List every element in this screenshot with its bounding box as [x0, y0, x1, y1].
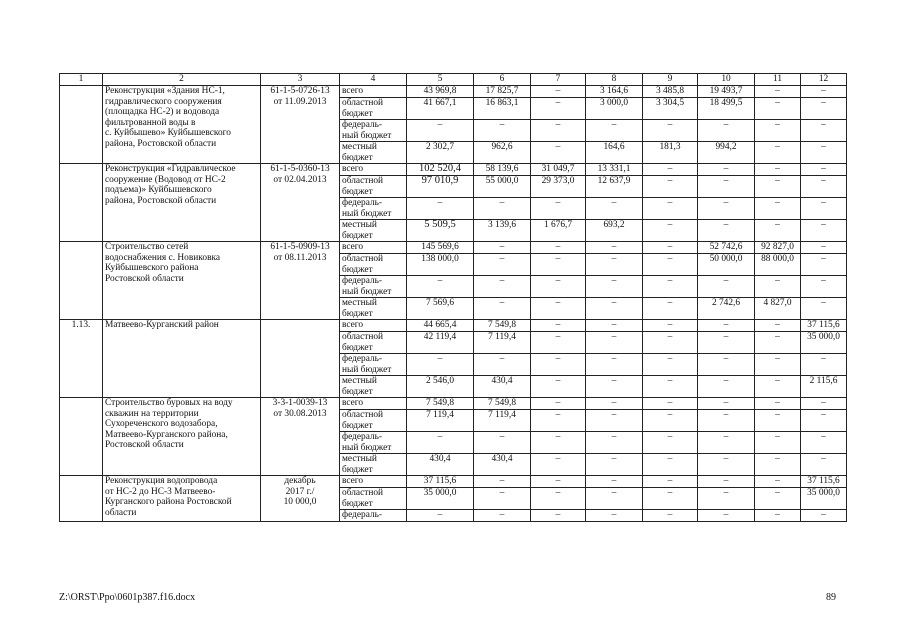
- amount-cell: –: [407, 354, 474, 376]
- amount-cell: –: [755, 476, 801, 488]
- amount-cell: –: [698, 510, 755, 522]
- amount-cell: –: [586, 198, 643, 220]
- amount-cell: –: [801, 254, 847, 276]
- amount-cell: –: [643, 432, 698, 454]
- amount-cell: –: [531, 298, 586, 320]
- column-header: 10: [698, 74, 755, 86]
- column-header: 1: [60, 74, 103, 86]
- document-ref: [261, 320, 340, 398]
- amount-cell: 4 827,0: [755, 298, 801, 320]
- amount-cell: –: [643, 376, 698, 398]
- amount-cell: –: [801, 454, 847, 476]
- amount-cell: –: [801, 354, 847, 376]
- amount-cell: –: [801, 198, 847, 220]
- amount-cell: –: [801, 276, 847, 298]
- amount-cell: –: [801, 398, 847, 410]
- amount-cell: 181,3: [643, 142, 698, 164]
- amount-cell: –: [801, 432, 847, 454]
- amount-cell: –: [755, 410, 801, 432]
- amount-cell: –: [586, 276, 643, 298]
- amount-cell: –: [531, 276, 586, 298]
- funding-source: областной бюджет: [340, 98, 407, 120]
- amount-cell: –: [586, 320, 643, 332]
- funding-source: областной бюджет: [340, 332, 407, 354]
- column-header: 7: [531, 74, 586, 86]
- amount-cell: –: [531, 398, 586, 410]
- amount-cell: –: [531, 476, 586, 488]
- amount-cell: –: [643, 454, 698, 476]
- funding-source: всего: [340, 320, 407, 332]
- funding-source: федераль- ный бюджет: [340, 432, 407, 454]
- amount-cell: 50 000,0: [698, 254, 755, 276]
- document-ref: декабрь 2017 г./ 10 000,0: [261, 476, 340, 522]
- amount-cell: –: [474, 298, 531, 320]
- funding-source: местный бюджет: [340, 298, 407, 320]
- amount-cell: 41 667,1: [407, 98, 474, 120]
- amount-cell: –: [698, 488, 755, 510]
- amount-cell: –: [586, 454, 643, 476]
- column-header: 8: [586, 74, 643, 86]
- amount-cell: 2 546,0: [407, 376, 474, 398]
- amount-cell: 164,6: [586, 142, 643, 164]
- amount-cell: –: [531, 120, 586, 142]
- amount-cell: –: [474, 120, 531, 142]
- amount-cell: 37 115,6: [801, 476, 847, 488]
- amount-cell: –: [755, 376, 801, 398]
- amount-cell: –: [755, 220, 801, 242]
- amount-cell: –: [698, 120, 755, 142]
- object-name: Строительство буровых на воду скважин на территории Сухореченского водозабора, Матвеево-Курганского района, Ростовской области: [103, 398, 261, 476]
- item-number: [60, 164, 103, 242]
- amount-cell: –: [801, 510, 847, 522]
- item-number: [60, 86, 103, 164]
- amount-cell: –: [407, 510, 474, 522]
- amount-cell: 7 549,8: [474, 320, 531, 332]
- amount-cell: –: [474, 510, 531, 522]
- amount-cell: –: [643, 276, 698, 298]
- amount-cell: –: [531, 454, 586, 476]
- amount-cell: –: [643, 176, 698, 198]
- amount-cell: 7 549,8: [474, 398, 531, 410]
- amount-cell: 37 115,6: [801, 320, 847, 332]
- funding-source: областной бюджет: [340, 488, 407, 510]
- amount-cell: –: [407, 198, 474, 220]
- amount-cell: –: [474, 242, 531, 254]
- amount-cell: 55 000,0: [474, 176, 531, 198]
- amount-cell: 29 373,0: [531, 176, 586, 198]
- amount-cell: –: [755, 432, 801, 454]
- document-ref: 3-3-1-0039-13 от 30.08.2013: [261, 398, 340, 476]
- amount-cell: –: [531, 254, 586, 276]
- object-name: Реконструкция водопровода от НС-2 до НС-3 Матвеево- Курганского района Ростовской области: [103, 476, 261, 522]
- amount-cell: –: [586, 332, 643, 354]
- amount-cell: –: [474, 254, 531, 276]
- document-ref: 61-1-5-0909-13 от 08.11.2013: [261, 242, 340, 320]
- amount-cell: –: [643, 198, 698, 220]
- amount-cell: –: [474, 476, 531, 488]
- column-header: 11: [755, 74, 801, 86]
- amount-cell: 2 115,6: [801, 376, 847, 398]
- table-row: [60, 320, 847, 332]
- amount-cell: –: [698, 410, 755, 432]
- amount-cell: –: [531, 432, 586, 454]
- amount-cell: –: [474, 354, 531, 376]
- amount-cell: –: [698, 276, 755, 298]
- object-name: Реконструкция «Здания НС-1, гидравлического сооружения (площадка НС-2) и водовода фильтрованной воды в с. Куйбышево» Куйбышевского района, Ростовской области: [103, 86, 261, 164]
- amount-cell: –: [698, 320, 755, 332]
- amount-cell: 44 665,4: [407, 320, 474, 332]
- amount-cell: –: [586, 354, 643, 376]
- amount-cell: –: [407, 276, 474, 298]
- funding-source: федераль- ный бюджет: [340, 120, 407, 142]
- amount-cell: –: [801, 220, 847, 242]
- budget-table: [59, 73, 847, 522]
- amount-cell: 88 000,0: [755, 254, 801, 276]
- table-row: [60, 476, 847, 488]
- amount-cell: –: [643, 254, 698, 276]
- amount-cell: –: [801, 142, 847, 164]
- amount-cell: –: [643, 220, 698, 242]
- amount-cell: –: [531, 488, 586, 510]
- amount-cell: 17 825,7: [474, 86, 531, 98]
- amount-cell: –: [801, 98, 847, 120]
- amount-cell: –: [643, 120, 698, 142]
- amount-cell: 97 010,9: [407, 176, 474, 198]
- amount-cell: –: [531, 142, 586, 164]
- amount-cell: 52 742,6: [698, 242, 755, 254]
- funding-source: всего: [340, 398, 407, 410]
- amount-cell: 43 969,8: [407, 86, 474, 98]
- amount-cell: –: [698, 198, 755, 220]
- amount-cell: –: [755, 510, 801, 522]
- table-row: [60, 242, 847, 254]
- amount-cell: –: [801, 120, 847, 142]
- amount-cell: –: [643, 476, 698, 488]
- funding-source: всего: [340, 242, 407, 254]
- amount-cell: –: [586, 476, 643, 488]
- footer-file-path: Z:\ORST\Ppo\0601p387.f16.docx: [59, 592, 196, 603]
- amount-cell: –: [755, 398, 801, 410]
- amount-cell: –: [755, 488, 801, 510]
- amount-cell: –: [643, 164, 698, 176]
- amount-cell: –: [801, 298, 847, 320]
- document-ref: 61-1-5-0360-13 от 02.04.2013: [261, 164, 340, 242]
- amount-cell: 16 863,1: [474, 98, 531, 120]
- amount-cell: –: [698, 220, 755, 242]
- table-row: [60, 86, 847, 98]
- amount-cell: 430,4: [474, 376, 531, 398]
- amount-cell: –: [586, 120, 643, 142]
- amount-cell: –: [586, 510, 643, 522]
- funding-source: областной бюджет: [340, 176, 407, 198]
- amount-cell: –: [643, 410, 698, 432]
- amount-cell: –: [755, 142, 801, 164]
- amount-cell: 962,6: [474, 142, 531, 164]
- funding-source: местный бюджет: [340, 142, 407, 164]
- amount-cell: 7 119,4: [407, 410, 474, 432]
- document-ref: 61-1-5-0726-13 от 11.09.2013: [261, 86, 340, 164]
- amount-cell: 3 485,8: [643, 86, 698, 98]
- amount-cell: –: [531, 320, 586, 332]
- column-header: 12: [801, 74, 847, 86]
- amount-cell: –: [643, 488, 698, 510]
- amount-cell: 13 331,1: [586, 164, 643, 176]
- amount-cell: –: [755, 120, 801, 142]
- amount-cell: –: [643, 510, 698, 522]
- amount-cell: –: [474, 488, 531, 510]
- amount-cell: –: [407, 432, 474, 454]
- amount-cell: –: [755, 86, 801, 98]
- amount-cell: –: [698, 398, 755, 410]
- column-header: 2: [103, 74, 261, 86]
- amount-cell: 35 000,0: [407, 488, 474, 510]
- amount-cell: 19 493,7: [698, 86, 755, 98]
- amount-cell: –: [643, 354, 698, 376]
- amount-cell: 7 569,6: [407, 298, 474, 320]
- amount-cell: 31 049,7: [531, 164, 586, 176]
- amount-cell: 3 139,6: [474, 220, 531, 242]
- funding-source: областной бюджет: [340, 254, 407, 276]
- amount-cell: 42 119,4: [407, 332, 474, 354]
- amount-cell: –: [698, 476, 755, 488]
- amount-cell: –: [643, 298, 698, 320]
- amount-cell: 37 115,6: [407, 476, 474, 488]
- amount-cell: –: [586, 242, 643, 254]
- amount-cell: 7 549,8: [407, 398, 474, 410]
- funding-source: всего: [340, 476, 407, 488]
- amount-cell: –: [474, 198, 531, 220]
- amount-cell: –: [801, 242, 847, 254]
- amount-cell: –: [698, 376, 755, 398]
- column-header: 6: [474, 74, 531, 86]
- amount-cell: –: [643, 320, 698, 332]
- amount-cell: –: [755, 276, 801, 298]
- amount-cell: –: [531, 354, 586, 376]
- amount-cell: –: [586, 376, 643, 398]
- amount-cell: 3 000,0: [586, 98, 643, 120]
- amount-cell: 994,2: [698, 142, 755, 164]
- amount-cell: 7 119,4: [474, 332, 531, 354]
- item-number: [60, 476, 103, 522]
- amount-cell: –: [586, 410, 643, 432]
- header-row: [60, 74, 847, 86]
- funding-source: всего: [340, 86, 407, 98]
- column-header: 5: [407, 74, 474, 86]
- amount-cell: –: [801, 176, 847, 198]
- funding-source: федераль-: [340, 510, 407, 522]
- object-name: Матвеево-Курганский район: [103, 320, 261, 398]
- column-header: 4: [340, 74, 407, 86]
- amount-cell: –: [643, 398, 698, 410]
- item-number: 1.13.: [60, 320, 103, 398]
- amount-cell: –: [531, 410, 586, 432]
- amount-cell: 3 164,6: [586, 86, 643, 98]
- funding-source: областной бюджет: [340, 410, 407, 432]
- amount-cell: –: [531, 332, 586, 354]
- amount-cell: –: [755, 198, 801, 220]
- amount-cell: 18 499,5: [698, 98, 755, 120]
- amount-cell: –: [531, 86, 586, 98]
- object-name: Строительство сетей водоснабжения с. Новиковка Куйбышевского района Ростовской области: [103, 242, 261, 320]
- item-number: [60, 242, 103, 320]
- funding-source: всего: [340, 164, 407, 176]
- amount-cell: –: [698, 164, 755, 176]
- funding-source: федераль- ный бюджет: [340, 198, 407, 220]
- amount-cell: 430,4: [407, 454, 474, 476]
- column-header: 9: [643, 74, 698, 86]
- amount-cell: –: [755, 354, 801, 376]
- amount-cell: –: [474, 432, 531, 454]
- amount-cell: 145 569,6: [407, 242, 474, 254]
- amount-cell: –: [531, 198, 586, 220]
- amount-cell: 12 637,9: [586, 176, 643, 198]
- amount-cell: 58 139,6: [474, 164, 531, 176]
- amount-cell: 3 304,5: [643, 98, 698, 120]
- funding-source: федераль- ный бюджет: [340, 354, 407, 376]
- amount-cell: –: [698, 454, 755, 476]
- amount-cell: 1 676,7: [531, 220, 586, 242]
- amount-cell: 430,4: [474, 454, 531, 476]
- table-row: [60, 164, 847, 176]
- amount-cell: –: [586, 298, 643, 320]
- amount-cell: –: [407, 120, 474, 142]
- amount-cell: 102 520,4: [407, 164, 474, 176]
- amount-cell: 2 302,7: [407, 142, 474, 164]
- amount-cell: –: [698, 432, 755, 454]
- amount-cell: 138 000,0: [407, 254, 474, 276]
- amount-cell: –: [586, 488, 643, 510]
- amount-cell: –: [698, 176, 755, 198]
- column-header: 3: [261, 74, 340, 86]
- amount-cell: –: [801, 410, 847, 432]
- amount-cell: –: [531, 98, 586, 120]
- amount-cell: –: [643, 242, 698, 254]
- amount-cell: –: [531, 376, 586, 398]
- amount-cell: –: [801, 86, 847, 98]
- amount-cell: –: [531, 510, 586, 522]
- amount-cell: –: [531, 242, 586, 254]
- amount-cell: –: [643, 332, 698, 354]
- funding-source: местный бюджет: [340, 454, 407, 476]
- amount-cell: –: [698, 332, 755, 354]
- item-number: [60, 398, 103, 476]
- amount-cell: –: [801, 164, 847, 176]
- amount-cell: 5 509,5: [407, 220, 474, 242]
- amount-cell: –: [755, 176, 801, 198]
- funding-source: федераль- ный бюджет: [340, 276, 407, 298]
- amount-cell: 35 000,0: [801, 332, 847, 354]
- amount-cell: –: [755, 164, 801, 176]
- amount-cell: 693,2: [586, 220, 643, 242]
- table-row: [60, 398, 847, 410]
- amount-cell: –: [474, 276, 531, 298]
- amount-cell: –: [586, 398, 643, 410]
- amount-cell: –: [586, 432, 643, 454]
- funding-source: местный бюджет: [340, 220, 407, 242]
- amount-cell: 7 119,4: [474, 410, 531, 432]
- amount-cell: 35 000,0: [801, 488, 847, 510]
- amount-cell: –: [586, 254, 643, 276]
- amount-cell: –: [755, 98, 801, 120]
- amount-cell: –: [755, 454, 801, 476]
- object-name: Реконструкция «Гидравлическое сооружение (Водовод от НС-2 подъема)» Куйбышевского района, Ростовской области: [103, 164, 261, 242]
- funding-source: местный бюджет: [340, 376, 407, 398]
- footer-page-number: 89: [826, 592, 836, 603]
- amount-cell: –: [755, 332, 801, 354]
- amount-cell: 2 742,6: [698, 298, 755, 320]
- amount-cell: –: [755, 320, 801, 332]
- amount-cell: –: [698, 354, 755, 376]
- amount-cell: 92 827,0: [755, 242, 801, 254]
